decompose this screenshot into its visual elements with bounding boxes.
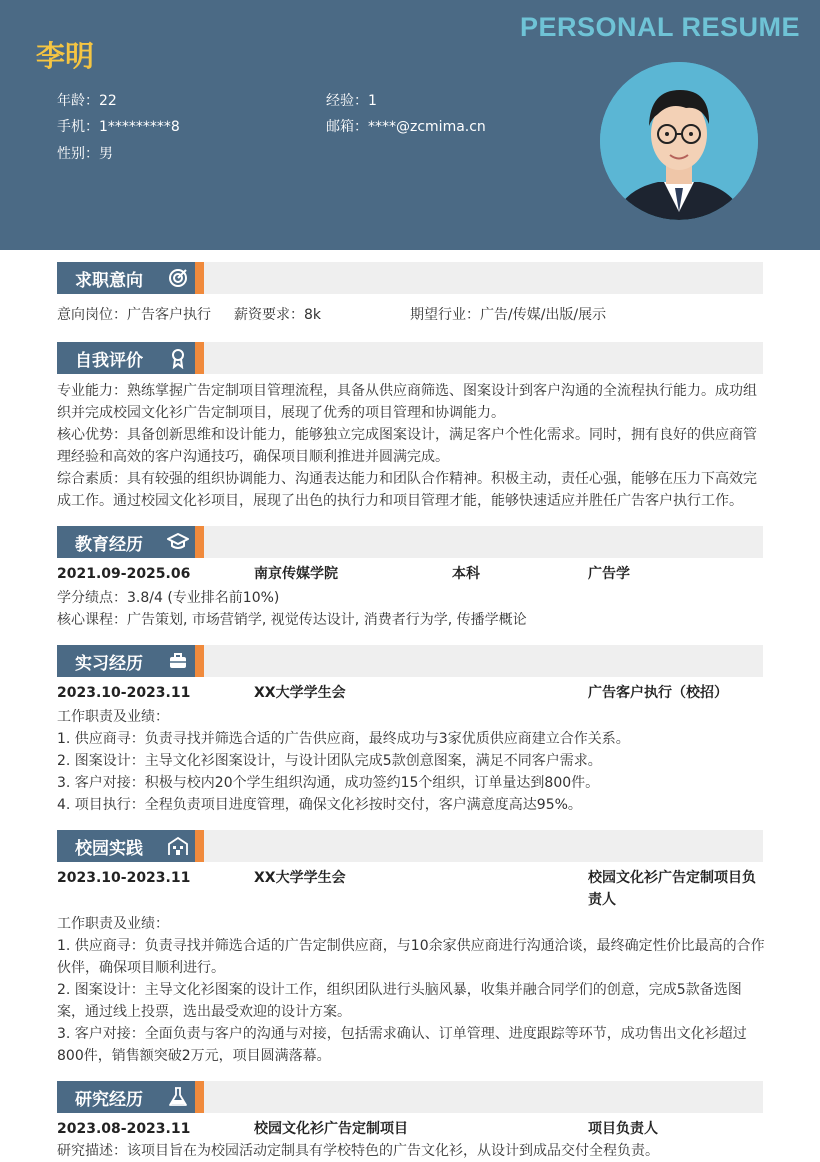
section-accent (195, 342, 204, 374)
education-school: 南京传媒学院 (254, 566, 338, 582)
self-eval-professional: 专业能力：熟练掌握广告定制项目管理流程，具备从供应商筛选、图案设计到客户沟通的全流程执行能力。成功组织并完成校园文化衫广告定制项目，展现了优秀的项目管理和协调能力。 (57, 383, 757, 421)
education-degree: 本科 (452, 566, 480, 582)
section-title: 自我评价 (75, 351, 143, 371)
section-self-evaluation (57, 342, 763, 374)
internship-item: 1. 供应商寻：负责寻找并筛选合适的广告供应商，最终成功与3家优质供应商建立合作关系。 (57, 731, 630, 747)
resume-title: PERSONAL RESUME (519, 12, 800, 42)
section-education (57, 526, 763, 558)
internship-item: 3. 客户对接：积极与校内20个学生组织沟通，成功签约15个组织，订单量达到800件。 (57, 775, 600, 791)
section-tag (57, 526, 195, 558)
section-title: 教育经历 (75, 535, 143, 555)
research-date: 2023.08-2023.11 (57, 1121, 191, 1137)
graduation-cap-icon (167, 531, 189, 553)
research-role: 项目负责人 (588, 1121, 658, 1137)
section-tag (57, 830, 195, 862)
campus-org: XX大学学生会 (254, 870, 346, 886)
section-title: 研究经历 (75, 1090, 143, 1110)
internship-role: 广告客户执行（校招） (588, 685, 728, 701)
section-job-intent (57, 262, 763, 294)
section-tag (57, 262, 195, 294)
internship-item: 4. 项目执行：全程负责项目进度管理，确保文化衫按时交付，客户满意度高达95%。 (57, 797, 582, 813)
section-accent (195, 1081, 204, 1113)
section-campus-practice (57, 830, 763, 862)
intent-salary: 薪资要求：8k (234, 307, 322, 323)
section-accent (195, 262, 204, 294)
self-eval-strengths: 核心优势：具备创新思维和设计能力，能够独立完成图案设计，满足客户个性化需求。同时，拥有良好的供应商管理经验和高效的客户沟通技巧，确保项目顺利推进并圆满完成。 (57, 427, 757, 465)
education-courses: 核心课程：广告策划, 市场营销学, 视觉传达设计, 消费者行为学, 传播学概论 (57, 612, 527, 628)
self-eval-qualities: 综合素质：具有较强的组织协调能力、沟通表达能力和团队合作精神。积极主动，责任心强，能够在压力下高效完成工作。通过校园文化衫项目，展现了出色的执行力和项目管理才能，能够快速适应并胜任广告客户执行工作。 (57, 471, 757, 509)
internship-org: XX大学学生会 (254, 685, 346, 701)
education-date: 2021.09-2025.06 (57, 566, 191, 582)
internship-item: 2. 图案设计：主导文化衫图案设计，与设计团队完成5款创意图案，满足不同客户需求。 (57, 753, 602, 769)
section-title: 校园实践 (75, 839, 143, 859)
section-title: 求职意向 (75, 271, 143, 291)
intent-industry: 期望行业：广告/传媒/出版/展示 (410, 307, 607, 323)
section-research (57, 1081, 763, 1113)
header-banner (0, 0, 820, 250)
age-field: 年龄：22 (57, 93, 117, 109)
campus-role: 校园文化衫广告定制项目负责人 (588, 870, 756, 908)
campus-item: 2. 图案设计：主导文化衫图案的设计工作，组织团队进行头脑风暴，收集并融合同学们的创意，完成5款备选图案，通过线上投票，选出最受欢迎的设计方案。 (57, 982, 742, 1020)
section-title: 实习经历 (75, 654, 143, 674)
briefcase-icon (167, 650, 189, 672)
candidate-name: 李明 (36, 39, 95, 73)
gender-field: 性别：男 (57, 146, 113, 162)
intent-position: 意向岗位：广告客户执行 (57, 307, 211, 323)
section-accent (195, 645, 204, 677)
education-gpa: 学分绩点：3.8/4 (专业排名前10%) (57, 590, 280, 606)
campus-date: 2023.10-2023.11 (57, 870, 191, 886)
phone-field: 手机：1*********8 (57, 119, 180, 135)
section-accent (195, 526, 204, 558)
campus-duties-heading: 工作职责及业绩： (57, 916, 169, 932)
award-icon (167, 347, 189, 369)
section-internship (57, 645, 763, 677)
education-major: 广告学 (588, 566, 630, 582)
target-icon (167, 267, 189, 289)
internship-date: 2023.10-2023.11 (57, 685, 191, 701)
campus-item: 3. 客户对接：全面负责与客户的沟通与对接，包括需求确认、订单管理、进度跟踪等环节，成功售出文化衫超过800件，销售额突破2万元，项目圆满落幕。 (57, 1026, 747, 1064)
section-tag (57, 645, 195, 677)
internship-duties-heading: 工作职责及业绩： (57, 709, 169, 725)
research-project: 校园文化衫广告定制项目 (254, 1121, 408, 1137)
avatar (600, 62, 758, 220)
section-tag (57, 1081, 195, 1113)
building-icon (167, 835, 189, 857)
section-tag (57, 342, 195, 374)
experience-field: 经验：1 (326, 93, 377, 109)
section-accent (195, 830, 204, 862)
campus-item: 1. 供应商寻：负责寻找并筛选合适的广告定制供应商，与10余家供应商进行沟通洽谈，最终确定性价比最高的合作伙伴，确保项目顺利进行。 (57, 938, 765, 976)
research-description: 研究描述：该项目旨在为校园活动定制具有学校特色的广告文化衫，从设计到成品交付全程负责。 (57, 1143, 659, 1159)
email-field: 邮箱：****@zcmima.cn (326, 119, 486, 135)
flask-icon (167, 1086, 189, 1108)
